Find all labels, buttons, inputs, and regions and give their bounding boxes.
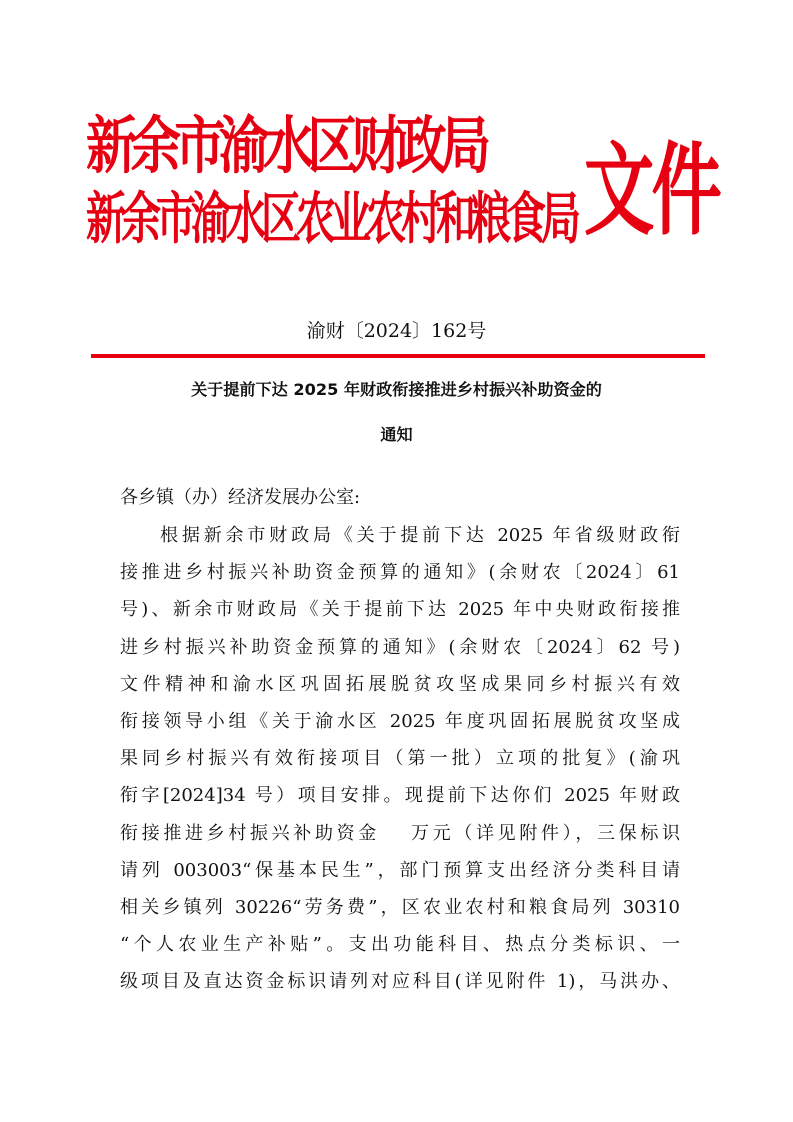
body-line: “个人农业生产补贴”。支出功能科目、热点分类标识、一 [120,934,680,956]
body-line: 进乡村振兴补助资金预算的通知》(余财农〔2024〕62 号) [120,636,680,658]
body-line: 衔接领导小组《关于渝水区 2025 年度巩固拓展脱贫攻坚成 [120,711,680,732]
body-line: 级项目及直达资金标识请列对应科目(详见附件 1)，马洪办、 [120,971,680,993]
body-line: 根据新余市财政局《关于提前下达 2025 年省级财政衔 [160,525,680,546]
body-line: 号)、新余市财政局《关于提前下达 2025 年中央财政衔接推 [120,599,680,621]
body-line: 衔字[2024]34 号）项目安排。现提前下达你们 2025 年财政 [120,785,680,807]
salutation: 各乡镇（办）经济发展办公室: [120,487,361,508]
body-line: 接推进乡村振兴补助资金预算的通知》(余财农〔2024〕61 [120,562,680,584]
document-type-label: 文件 [584,132,719,249]
issuer-name-agriculture-bureau: 新余市渝水区农业农村和粮食局 [86,187,576,252]
body-line: 相关乡镇列 30226“劳务费”，区农业农村和粮食局列 30310 [120,897,680,918]
document-title-line-2: 通知 [380,425,413,444]
body-line: 果同乡村振兴有效衔接项目（第一批）立项的批复》(渝巩 [120,748,680,770]
document-title-line-1: 关于提前下达 2025 年财政衔接推进乡村振兴补助资金的 [191,380,602,399]
body-line: 请列 003003“保基本民生”，部门预算支出经济分类科目请 [120,859,680,881]
document-number: 渝财〔2024〕162号 [306,320,487,342]
body-line: 衔接推进乡村振兴补助资金 万元（详见附件），三保标识 [120,822,680,844]
body-line: 文件精神和渝水区巩固拓展脱贫攻坚成果同乡村振兴有效 [120,673,680,695]
issuer-name-finance-bureau: 新余市渝水区财政局 [86,109,485,182]
red-divider-rule [91,354,705,358]
